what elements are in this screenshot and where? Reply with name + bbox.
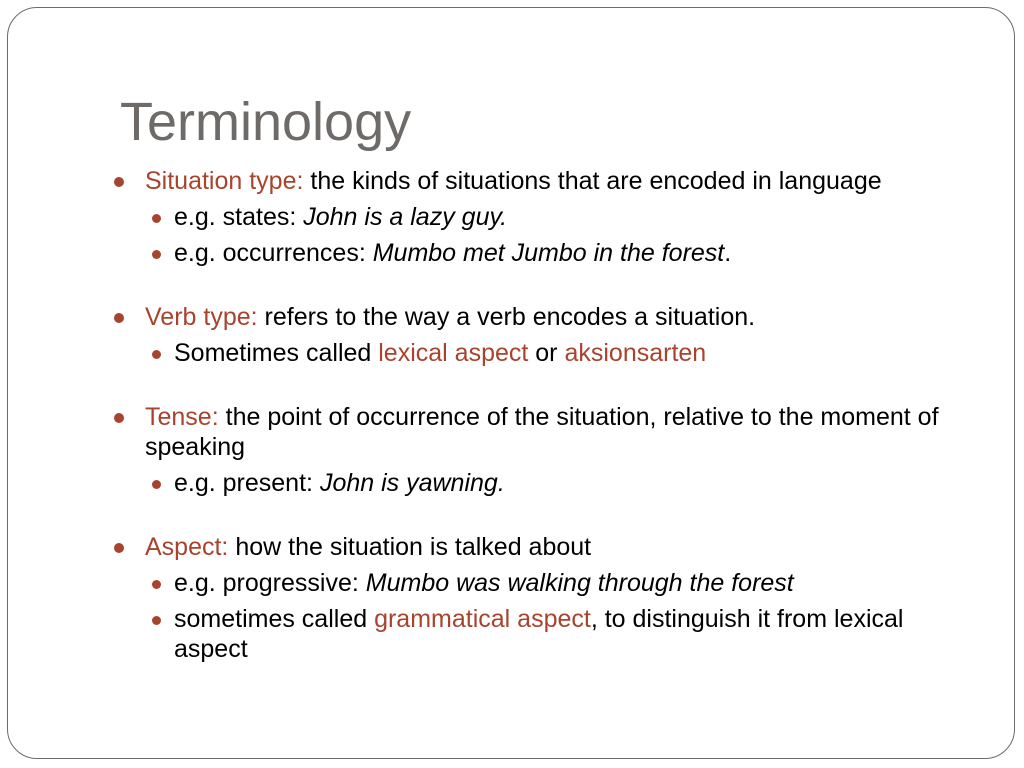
term-label: Verb type: bbox=[145, 303, 258, 331]
bullet-verb-type bbox=[112, 302, 972, 332]
sub-prefix: e.g. progressive: bbox=[174, 569, 366, 597]
example-sentence: Mumbo was walking through the forest bbox=[365, 569, 794, 597]
term-definition: refers to the way a verb encodes a situation. bbox=[257, 303, 756, 331]
sub-bullet-dot-icon bbox=[152, 480, 161, 489]
term-label: Situation type: bbox=[145, 167, 304, 195]
term-definition: the point of occurrence of the situation, relative to the moment of speaking bbox=[145, 403, 939, 461]
highlighted-term: lexical aspect bbox=[378, 339, 529, 367]
term-definition: the kinds of situations that are encoded in language bbox=[303, 167, 882, 195]
example-sentence: John is a lazy guy. bbox=[303, 203, 508, 231]
term-definition: how the situation is talked about bbox=[228, 533, 592, 561]
slide-title: Terminology bbox=[120, 92, 412, 152]
sub-prefix: e.g. states: bbox=[174, 203, 304, 231]
sub-prefix: Sometimes called bbox=[174, 339, 379, 367]
bullet-aspect bbox=[112, 532, 972, 562]
sub-prefix: sometimes called bbox=[174, 605, 375, 633]
slide-body bbox=[112, 166, 972, 664]
sub-middle: , to distinguish it from lexical aspect bbox=[174, 605, 904, 663]
highlighted-term: aksionsarten bbox=[564, 339, 707, 367]
term-label: Tense: bbox=[145, 403, 219, 431]
sub-bullet-dot-icon bbox=[152, 350, 161, 359]
term-label: Aspect: bbox=[145, 533, 229, 561]
sub-suffix: . bbox=[724, 239, 732, 267]
sub-bullet-states-example bbox=[112, 202, 972, 232]
bullet-dot-icon bbox=[114, 413, 124, 423]
sub-bullet-dot-icon bbox=[152, 580, 161, 589]
sub-bullet-dot-icon bbox=[152, 214, 161, 223]
bullet-dot-icon bbox=[114, 543, 124, 553]
sub-bullet-present-example bbox=[112, 468, 972, 498]
bullet-situation-type bbox=[112, 166, 972, 196]
bullet-tense bbox=[112, 402, 972, 462]
sub-middle: or bbox=[528, 339, 565, 367]
sub-bullet-dot-icon bbox=[152, 616, 161, 625]
example-sentence: Mumbo met Jumbo in the forest bbox=[372, 239, 725, 267]
sub-bullet-lexical-aspect bbox=[112, 338, 972, 368]
sub-bullet-dot-icon bbox=[152, 250, 161, 259]
bullet-dot-icon bbox=[114, 177, 124, 187]
sub-prefix: e.g. occurrences: bbox=[174, 239, 373, 267]
sub-bullet-grammatical-aspect bbox=[112, 604, 972, 664]
sub-bullet-occurrences-example bbox=[112, 238, 972, 268]
sub-prefix: e.g. present: bbox=[174, 469, 320, 497]
example-sentence: John is yawning. bbox=[319, 469, 505, 497]
sub-bullet-progressive-example bbox=[112, 568, 972, 598]
bullet-dot-icon bbox=[114, 313, 124, 323]
highlighted-term: grammatical aspect bbox=[374, 605, 591, 633]
